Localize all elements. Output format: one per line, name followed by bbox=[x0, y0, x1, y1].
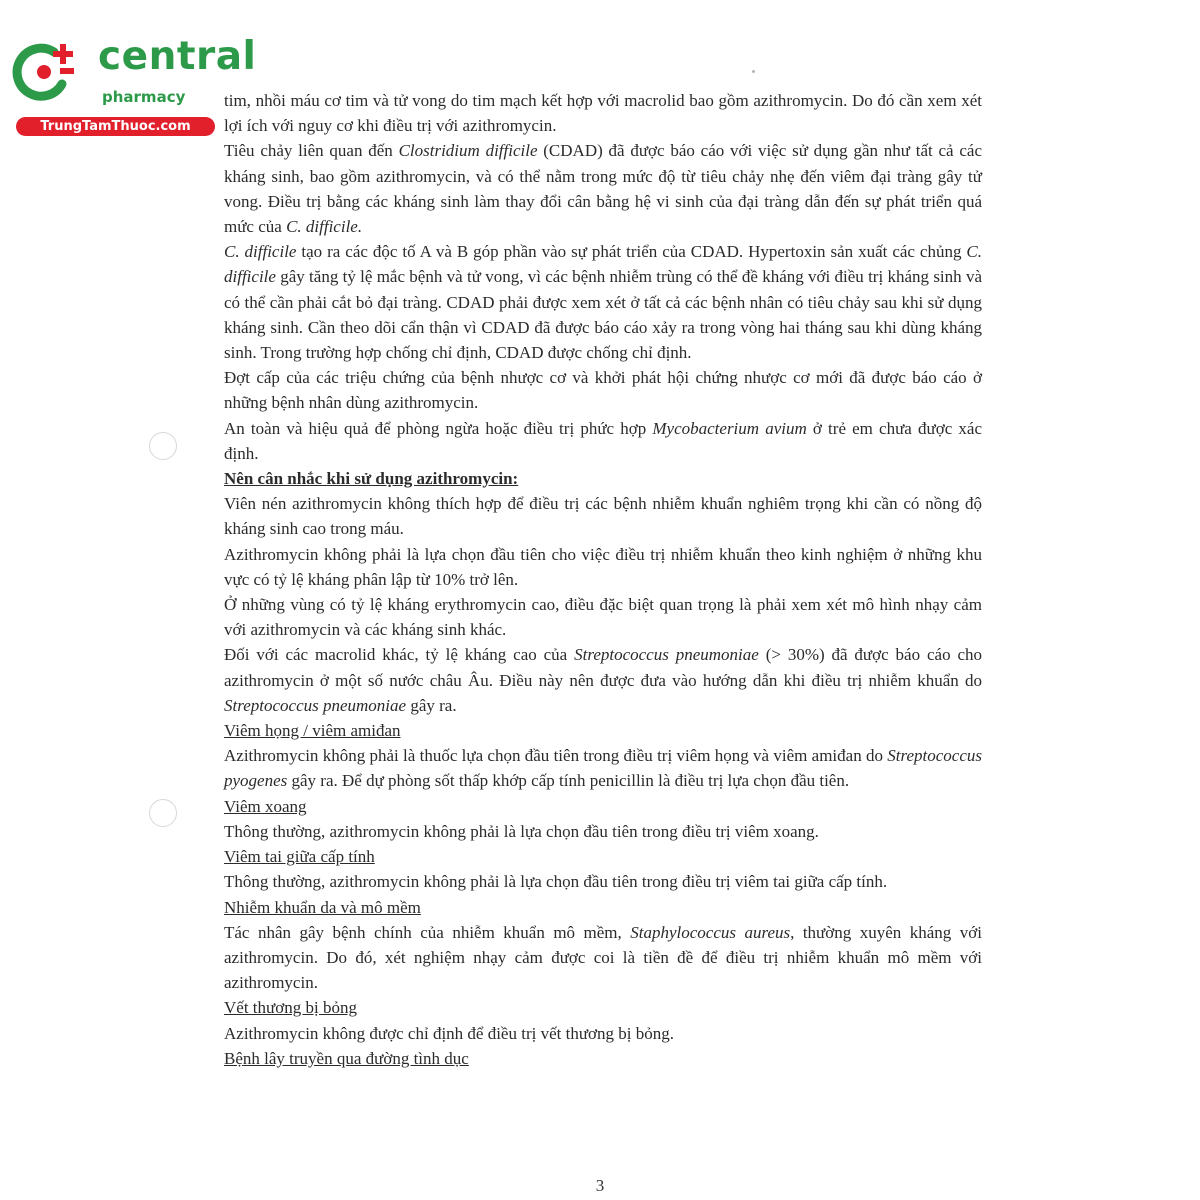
text-run: Vết thương bị bỏng bbox=[224, 998, 357, 1018]
body-paragraph bbox=[224, 542, 982, 592]
body-paragraph bbox=[224, 869, 982, 894]
italic-term: C. difficile bbox=[224, 242, 982, 287]
subsection-heading bbox=[224, 995, 982, 1020]
subsection-heading bbox=[224, 895, 982, 920]
brand-website-badge[interactable]: TrungTamThuoc.com bbox=[16, 117, 215, 136]
text-run: Azithromycin không được chỉ định để điều trị vết thương bị bỏng. bbox=[224, 1023, 675, 1043]
text-run: Viêm họng / viêm amiđan bbox=[224, 721, 401, 741]
text-run: Nên cân nhắc khi sử dụng azithromycin: bbox=[224, 469, 519, 489]
body-paragraph bbox=[224, 138, 982, 239]
italic-term: Streptococcus pneumoniae bbox=[224, 695, 407, 715]
body-paragraph bbox=[224, 365, 982, 415]
subsection-heading bbox=[224, 718, 982, 743]
body-paragraph bbox=[224, 642, 982, 718]
text-run: tim, nhồi máu cơ tim và tử vong do tim mạch kết hợp với macrolid bao gồm azithromycin. Do đó cần xem xét lợi ích với nguy cơ khi điều trị với azithromycin. bbox=[224, 91, 982, 136]
text-run: gây tăng tỷ lệ mắc bệnh và tử vong, vì các bệnh nhiễm trùng có thể đề kháng với điều trị kháng sinh và có thể cần phải cắt bỏ đại tràng. CDAD phải được xem xét ở tất cả các bệnh nhân có tiêu chảy sau khi sử dụng kháng sinh. Cần theo dõi cẩn thận vì CDAD đã được báo cáo xảy ra trong vòng hai tháng sau khi dùng kháng sinh. Trong trường hợp chống chỉ định, CDAD được chống chỉ định. bbox=[224, 267, 982, 363]
text-run: Azithromycin không phải là thuốc lựa chọn đầu tiên trong điều trị viêm họng và viêm amiđan do bbox=[224, 746, 888, 766]
text-run: (> 30%) đã được báo cáo cho azithromycin ở một số nước châu Âu. Điều này nên được đưa vào hướng dẫn khi điều trị nhiễm khuẩn do bbox=[224, 645, 982, 690]
text-run: Tác nhân gây bệnh chính của nhiễm khuẩn mô mềm, bbox=[224, 922, 631, 942]
brand-name: central bbox=[98, 34, 257, 79]
body-paragraph bbox=[224, 416, 982, 466]
italic-term: C. difficile. bbox=[286, 217, 363, 237]
text-run: Nhiễm khuẩn da và mô mềm bbox=[224, 897, 421, 917]
text-run: Viêm tai giữa cấp tính bbox=[224, 847, 375, 867]
italic-term: C. difficile bbox=[224, 242, 297, 262]
page-number: 3 bbox=[595, 1176, 605, 1195]
central-pharmacy-logo[interactable] bbox=[10, 34, 257, 138]
text-run: Viêm xoang bbox=[224, 796, 307, 816]
body-paragraph bbox=[224, 239, 982, 365]
scan-speck bbox=[752, 70, 755, 73]
text-run: Bệnh lây truyền qua đường tình dục bbox=[224, 1048, 469, 1068]
text-run: Tiêu chảy liên quan đến bbox=[224, 141, 399, 161]
body-paragraph bbox=[224, 819, 982, 844]
punch-hole-top bbox=[149, 432, 177, 460]
italic-term: Streptococcus pneumoniae bbox=[574, 645, 759, 665]
text-run: tạo ra các độc tố A và B góp phần vào sự phát triển của CDAD. Hypertoxin sản xuất các chủng bbox=[296, 242, 967, 262]
body-paragraph bbox=[224, 592, 982, 642]
text-run: Thông thường, azithromycin không phải là lựa chọn đầu tiên trong điều trị viêm xoang. bbox=[224, 821, 819, 841]
text-run: ở trẻ em chưa được xác định. bbox=[224, 418, 982, 463]
text-run: Viên nén azithromycin không thích hợp để điều trị các bệnh nhiễm khuẩn nghiêm trọng khi cần có nồng độ kháng sinh cao trong máu. bbox=[224, 494, 982, 539]
text-run: gây ra. bbox=[406, 695, 457, 715]
italic-term: Staphylococcus aureus bbox=[630, 922, 791, 942]
text-run: Đối với các macrolid khác, tỷ lệ kháng cao của bbox=[224, 645, 575, 665]
text-run: gây ra. Để dự phòng sốt thấp khớp cấp tính penicillin là điều trị lựa chọn đầu tiên. bbox=[287, 771, 850, 791]
italic-term: Mycobacterium avium bbox=[652, 418, 807, 438]
text-run: Ở những vùng có tỷ lệ kháng erythromycin cao, điều đặc biệt quan trọng là phải xem xét mô hình nhạy cảm với azithromycin và các kháng sinh khác. bbox=[224, 595, 982, 640]
subsection-heading bbox=[224, 844, 982, 869]
text-run: An toàn và hiệu quả để phòng ngừa hoặc điều trị phức hợp bbox=[224, 418, 653, 438]
body-paragraph bbox=[224, 1021, 982, 1046]
brand-subtitle: pharmacy bbox=[102, 88, 186, 106]
section-heading bbox=[224, 466, 982, 491]
text-run: Azithromycin không phải là lựa chọn đầu tiên cho việc điều trị nhiễm khuẩn theo kinh nghiệm ở những khu vực có tỷ lệ kháng phân lập từ 10% trở lên. bbox=[224, 544, 982, 589]
text-run: Thông thường, azithromycin không phải là lựa chọn đầu tiên trong điều trị viêm tai giữa cấp tính. bbox=[224, 872, 888, 892]
subsection-heading bbox=[224, 794, 982, 819]
subsection-heading bbox=[224, 1046, 982, 1071]
text-run: Đợt cấp của các triệu chứng của bệnh nhược cơ và khởi phát hội chứng nhược cơ mới đã được báo cáo ở những bệnh nhân dùng azithromycin. bbox=[224, 368, 982, 413]
body-paragraph bbox=[224, 491, 982, 541]
text-run: , thường xuyên kháng với azithromycin. Do đó, xét nghiệm nhạy cảm được coi là tiền đề để điều trị nhiễm khuẩn mô mềm với azithromycin. bbox=[224, 922, 982, 993]
document-body bbox=[224, 88, 982, 1071]
body-paragraph bbox=[224, 88, 982, 138]
central-pharmacy-logo-icon bbox=[10, 38, 80, 104]
punch-hole-bottom bbox=[149, 799, 177, 827]
italic-term: Streptococcus pyogenes bbox=[224, 746, 982, 791]
italic-term: Clostridium difficile bbox=[398, 141, 538, 161]
body-paragraph bbox=[224, 743, 982, 793]
text-run: (CDAD) đã được báo cáo với việc sử dụng gần như tất cả các kháng sinh, bao gồm azithromycin, và có thể nằm trong mức độ từ tiêu chảy nhẹ đến viêm đại tràng gây tử vong. Điều trị bằng các kháng sinh làm thay đổi cân bằng hệ vi sinh của đại tràng dẫn đến sự phát triển quá mức của bbox=[224, 141, 982, 237]
body-paragraph bbox=[224, 920, 982, 996]
